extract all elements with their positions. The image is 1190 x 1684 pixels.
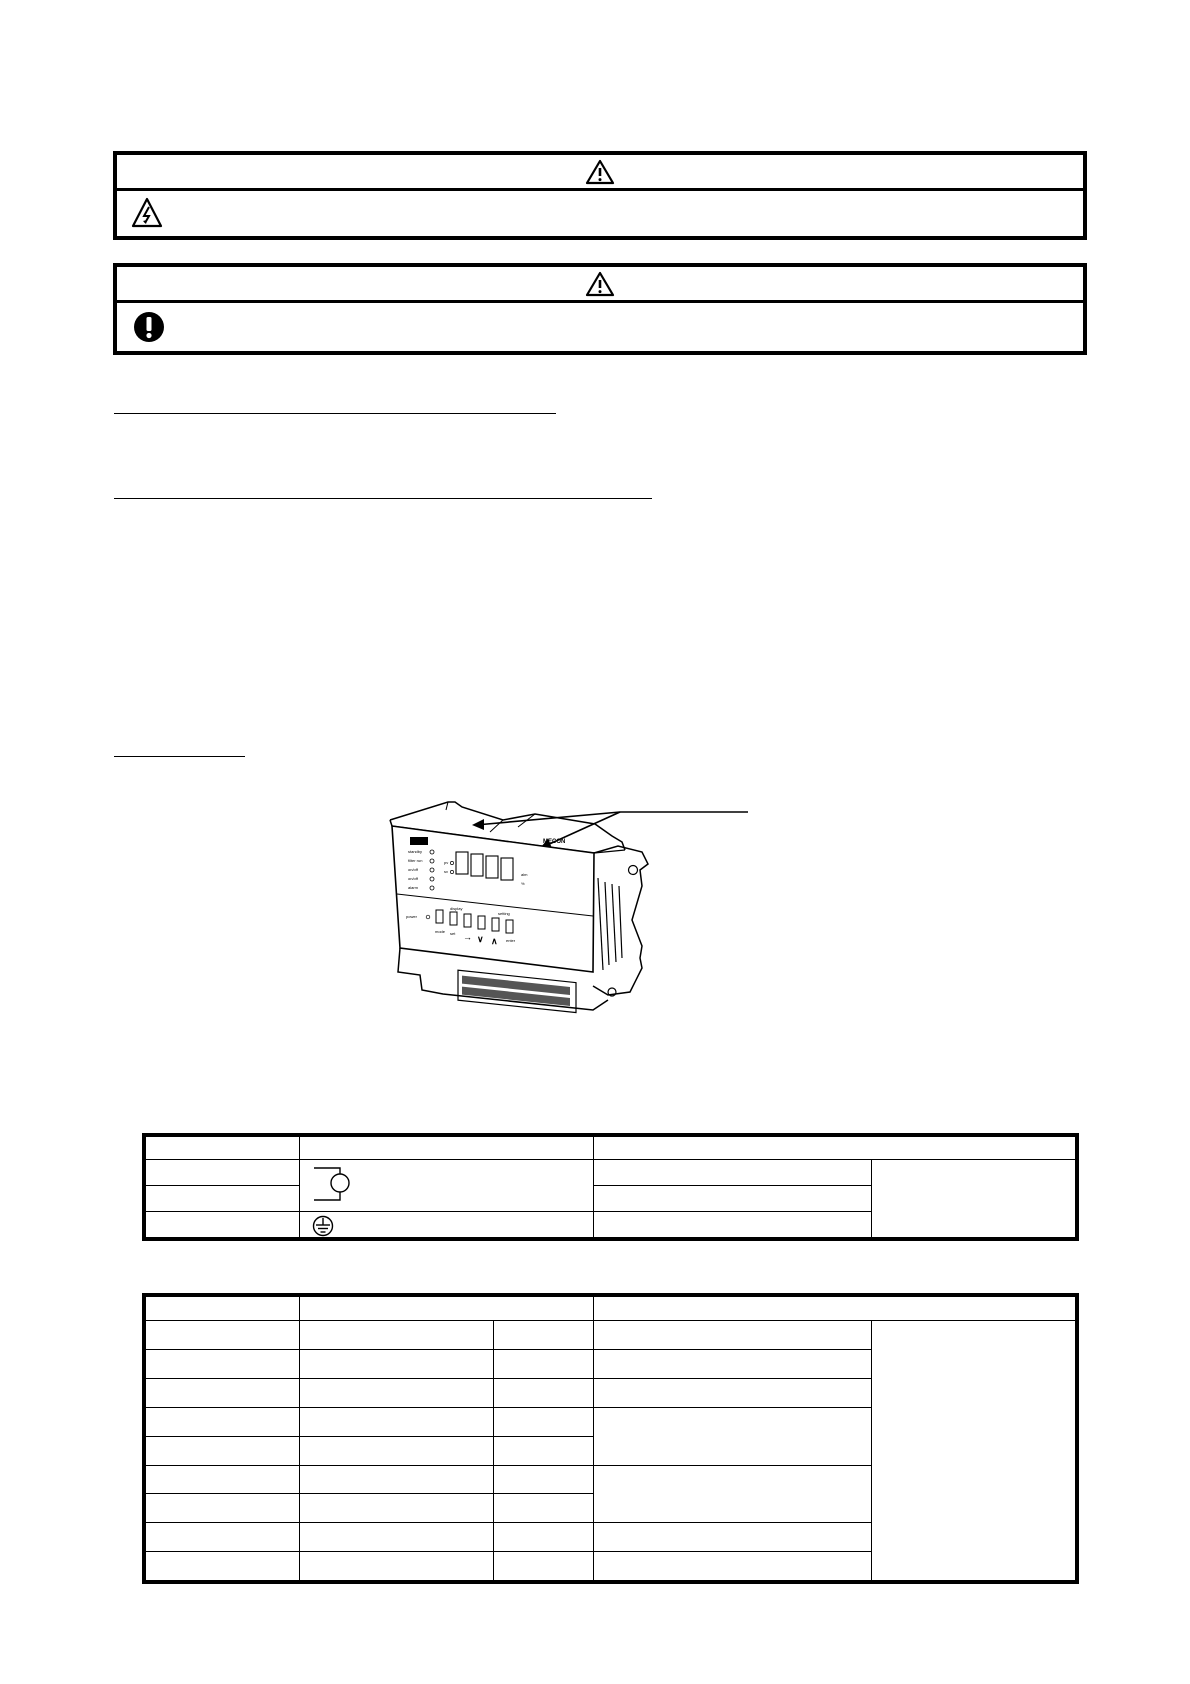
- led-label: filter run: [408, 858, 423, 863]
- table-2: [145, 1296, 1076, 1581]
- table-row: [146, 1297, 1076, 1321]
- warning-triangle-icon: [585, 271, 615, 297]
- warning-body: [117, 303, 1083, 351]
- enter-key-label: enter: [506, 938, 516, 943]
- mode-key-label: mode: [435, 929, 446, 934]
- section-heading-rule: [114, 413, 556, 414]
- pv-label: pv: [444, 860, 449, 865]
- ground-symbol-icon: [312, 1215, 334, 1237]
- setting-label: setting: [498, 911, 510, 916]
- up-key-label: ∧: [491, 936, 498, 946]
- section-heading-rule: [114, 756, 245, 757]
- right-arrow-key-label: →: [463, 932, 472, 942]
- set-key-label: set: [450, 931, 456, 936]
- brand-logo: MECON: [543, 839, 566, 845]
- power-label: power: [406, 914, 417, 919]
- table-1: [145, 1136, 1076, 1238]
- device-figure: [380, 790, 760, 1040]
- section-heading-rule: [114, 498, 652, 499]
- warning-box-1: [113, 151, 1087, 240]
- alm-label: alm: [521, 872, 528, 877]
- warning-header: [117, 267, 1083, 303]
- down-key-label: ∨: [477, 934, 484, 944]
- mandatory-action-icon: [133, 311, 165, 343]
- led-label: standby: [408, 849, 423, 854]
- table-row: [146, 1137, 1076, 1160]
- led-label: alarm: [408, 885, 419, 890]
- table-row: [146, 1321, 1076, 1350]
- high-voltage-icon: [131, 197, 163, 229]
- warning-header: [117, 155, 1083, 191]
- warning-body: [117, 191, 1083, 239]
- display-label: display: [450, 906, 463, 911]
- percent-label: %: [521, 881, 525, 886]
- led-label: on/off: [408, 867, 418, 872]
- led-label: on/off: [408, 876, 418, 881]
- warning-box-2: [113, 263, 1087, 355]
- table-row: [146, 1160, 1076, 1186]
- warning-triangle-icon: [585, 159, 615, 185]
- sv-label: sv: [444, 869, 448, 874]
- connector-symbol-icon: [312, 1162, 362, 1206]
